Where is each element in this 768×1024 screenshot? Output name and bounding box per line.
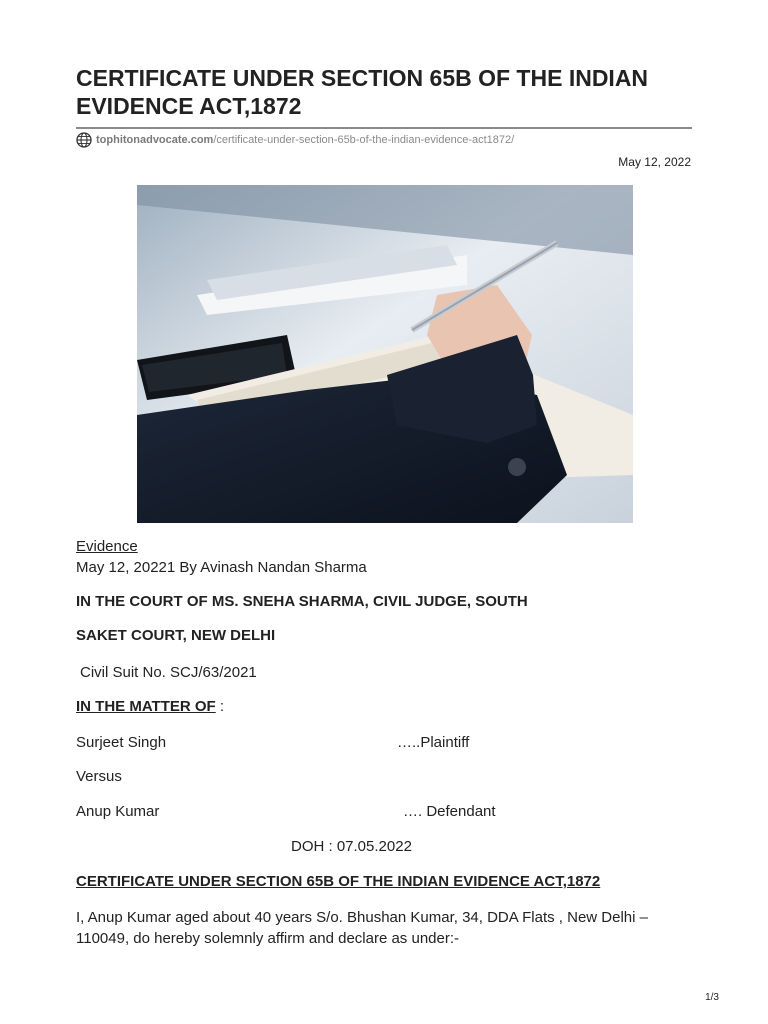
- page-number: 1/3: [705, 992, 719, 1003]
- defendant-role: …. Defendant: [403, 803, 496, 820]
- plaintiff-name: Surjeet Singh: [76, 734, 167, 751]
- url-path[interactable]: /certificate-under-section-65b-of-the-indian-evidence-act1872/: [213, 134, 515, 146]
- globe-icon: [76, 132, 92, 148]
- affirmation-paragraph: I, Anup Kumar aged about 40 years S/o. Bhushan Kumar, 34, DDA Flats , New Delhi – 110049, do hereby solemnly affirm and declare as under:-: [76, 909, 648, 947]
- source-url[interactable]: [76, 131, 514, 149]
- publish-date: May 12, 2022: [618, 155, 691, 169]
- photo-hand-writing-in-notebook-icon: [137, 185, 633, 523]
- matter-label: IN THE MATTER OF: [76, 698, 216, 715]
- matter-heading: [76, 698, 224, 715]
- date-of-hearing: DOH : 07.05.2022: [291, 838, 412, 855]
- court-heading-line1: IN THE COURT OF MS. SNEHA SHARMA, CIVIL JUDGE, SOUTH: [76, 593, 528, 610]
- title-divider: [76, 127, 692, 129]
- defendant-name: Anup Kumar: [76, 803, 160, 820]
- suit-number: Civil Suit No. SCJ/63/2021: [80, 664, 257, 681]
- category-link[interactable]: Evidence: [76, 538, 138, 555]
- court-heading-line2: SAKET COURT, NEW DELHI: [76, 627, 276, 644]
- page-title: CERTIFICATE UNDER SECTION 65B OF THE INDIAN EVIDENCE ACT,1872: [76, 65, 649, 119]
- versus-label: Versus: [76, 768, 122, 785]
- matter-colon: :: [215, 698, 225, 715]
- url-domain[interactable]: tophitonadvocate.com: [96, 134, 214, 146]
- hero-image: [137, 185, 633, 523]
- certificate-heading: CERTIFICATE UNDER SECTION 65B OF THE INDIAN EVIDENCE ACT,1872: [76, 873, 601, 890]
- byline: May 12, 20221 By Avinash Nandan Sharma: [76, 559, 367, 576]
- plaintiff-role: …..Plaintiff: [397, 734, 470, 751]
